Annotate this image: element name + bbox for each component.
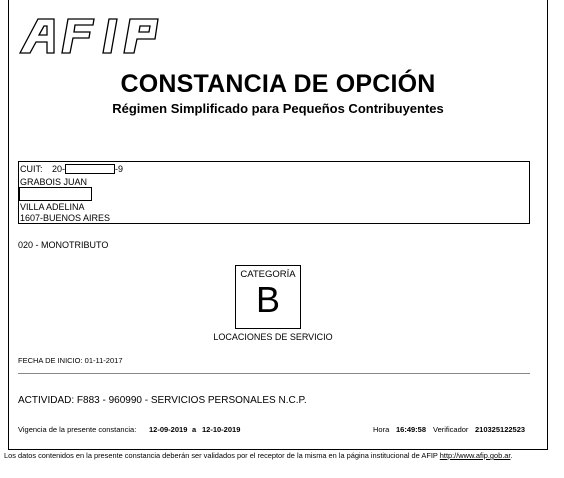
activity-line: ACTIVIDAD: F883 - 960990 - SERVICIOS PERSONALES N.C.P. <box>18 395 307 406</box>
category-box <box>235 265 301 329</box>
afip-logo <box>18 15 166 57</box>
validity-sep: a <box>192 425 197 434</box>
footer-end: . <box>510 451 513 460</box>
constancia-document <box>8 0 548 450</box>
cuit-redaction <box>65 164 115 174</box>
cuit-label: CUIT: <box>20 164 43 174</box>
divider <box>18 373 530 374</box>
footer-text: Los datos contenidos en la presente constancia deberán ser validados por el receptor de la misma en la página institucional de AFIP <box>4 451 438 460</box>
start-date: FECHA DE INICIO: 01-11-2017 <box>18 356 123 365</box>
afip-link[interactable]: http://www.afip.gob.ar <box>439 451 511 460</box>
taxpayer-name: GRABOIS JUAN <box>20 177 88 187</box>
category-label: CATEGORÍA <box>240 269 296 280</box>
footer-note <box>4 451 513 460</box>
validity-label: Vigencia de la presente constancia: <box>18 425 137 434</box>
verificador-label: Verificador <box>433 425 469 434</box>
taxpayer-box <box>18 161 530 224</box>
document-subtitle: Régimen Simplificado para Pequeños Contribuyentes <box>112 101 444 116</box>
verificador-value: 210325122523 <box>475 425 526 434</box>
address-redaction <box>19 187 92 201</box>
taxpayer-postal: 1607-BUENOS AIRES <box>20 213 111 223</box>
hora-label: Hora <box>373 425 390 434</box>
validity-from: 12-09-2019 <box>149 425 188 434</box>
cuit-prefix: 20- <box>52 164 66 174</box>
category-type: LOCACIONES DE SERVICIO <box>213 332 333 342</box>
hora-value: 16:49:58 <box>396 425 427 434</box>
category-value: B <box>255 279 280 320</box>
regime-label: 020 - MONOTRIBUTO <box>18 240 109 250</box>
cuit-suffix: -9 <box>115 164 124 174</box>
document-title: CONSTANCIA DE OPCIÓN <box>120 70 436 98</box>
taxpayer-locality: VILLA ADELINA <box>20 202 85 212</box>
validity-to: 12-10-2019 <box>202 425 241 434</box>
